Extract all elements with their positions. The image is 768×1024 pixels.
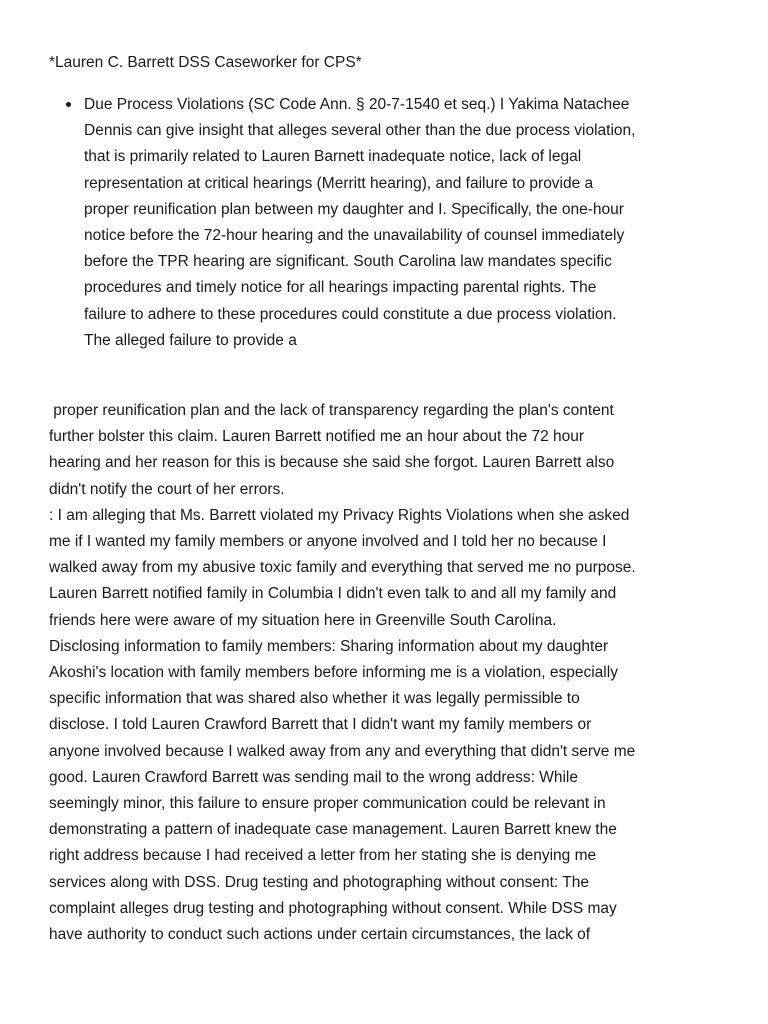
bullet-line: before the TPR hearing are significant. South Carolina law mandates specific	[84, 253, 612, 271]
body-line: good. Lauren Crawford Barrett was sending mail to the wrong address: While	[49, 768, 578, 786]
bullet-line: notice before the 72-hour hearing and the unavailability of counsel immediately	[84, 227, 625, 245]
body-line: me if I wanted my family members or anyone involved and I told her no because I	[49, 533, 607, 551]
body-text	[49, 398, 669, 948]
body-line: Lauren Barrett notified family in Columbia I didn't even talk to and all my family and	[49, 585, 617, 603]
bullet-line: failure to adhere to these procedures could constitute a due process violation.	[84, 305, 617, 323]
bullet-line: Dennis can give insight that alleges several other than the due process violation,	[84, 122, 636, 140]
bullet-line: procedures and timely notice for all hearings impacting parental rights. The	[84, 279, 597, 297]
bullet-line: Due Process Violations (SC Code Ann. § 20-7-1540 et seq.) I Yakima Natachee	[84, 96, 630, 113]
bullet-line: The alleged failure to provide a	[84, 331, 297, 349]
body-line: demonstrating a pattern of inadequate case management. Lauren Barrett knew the	[49, 821, 617, 839]
body-line: walked away from my abusive toxic family and everything that served me no purpose.	[49, 559, 636, 577]
bullet-dot-icon	[66, 102, 71, 107]
body-line: didn't notify the court of her errors.	[49, 480, 285, 498]
body-line: services along with DSS. Drug testing and photographing without consent: The	[49, 873, 589, 891]
bullet-line: proper reunification plan between my daughter and I. Specifically, the one-hour	[84, 200, 624, 218]
bullet-line: that is primarily related to Lauren Barnett inadequate notice, lack of legal	[84, 148, 582, 166]
body-line: right address because I had received a letter from her stating she is denying me	[49, 847, 597, 865]
body-line: anyone involved because I walked away from any and everything that didn't serve me	[49, 742, 636, 760]
body-line: seemingly minor, this failure to ensure proper communication could be relevant in	[49, 795, 606, 813]
body-line: proper reunification plan and the lack of transparency regarding the plan's content	[49, 402, 614, 419]
body-line: Akoshi's location with family members before informing me is a violation, especially	[49, 664, 618, 682]
document-heading: *Lauren C. Barrett DSS Caseworker for CPS*	[49, 54, 362, 71]
body-line: : I am alleging that Ms. Barrett violated my Privacy Rights Violations when she asked	[49, 506, 630, 524]
body-line: disclose. I told Lauren Crawford Barrett that I didn't want my family members or	[49, 716, 592, 734]
bullet-item-due-process	[84, 92, 664, 354]
body-line: specific information that was shared also whether it was legally permissible to	[49, 690, 580, 708]
body-line: further bolster this claim. Lauren Barrett notified me an hour about the 72 hour	[49, 428, 585, 446]
body-line: friends here were aware of my situation here in Greenville South Carolina.	[49, 611, 557, 629]
body-line: hearing and her reason for this is because she said she forgot. Lauren Barrett also	[49, 454, 615, 472]
body-line: have authority to conduct such actions under certain circumstances, the lack of	[49, 926, 591, 944]
body-line: Disclosing information to family members: Sharing information about my daughter	[49, 637, 609, 655]
body-line: complaint alleges drug testing and photographing without consent. While DSS may	[49, 899, 617, 917]
bullet-line: representation at critical hearings (Merritt hearing), and failure to provide a	[84, 174, 594, 192]
